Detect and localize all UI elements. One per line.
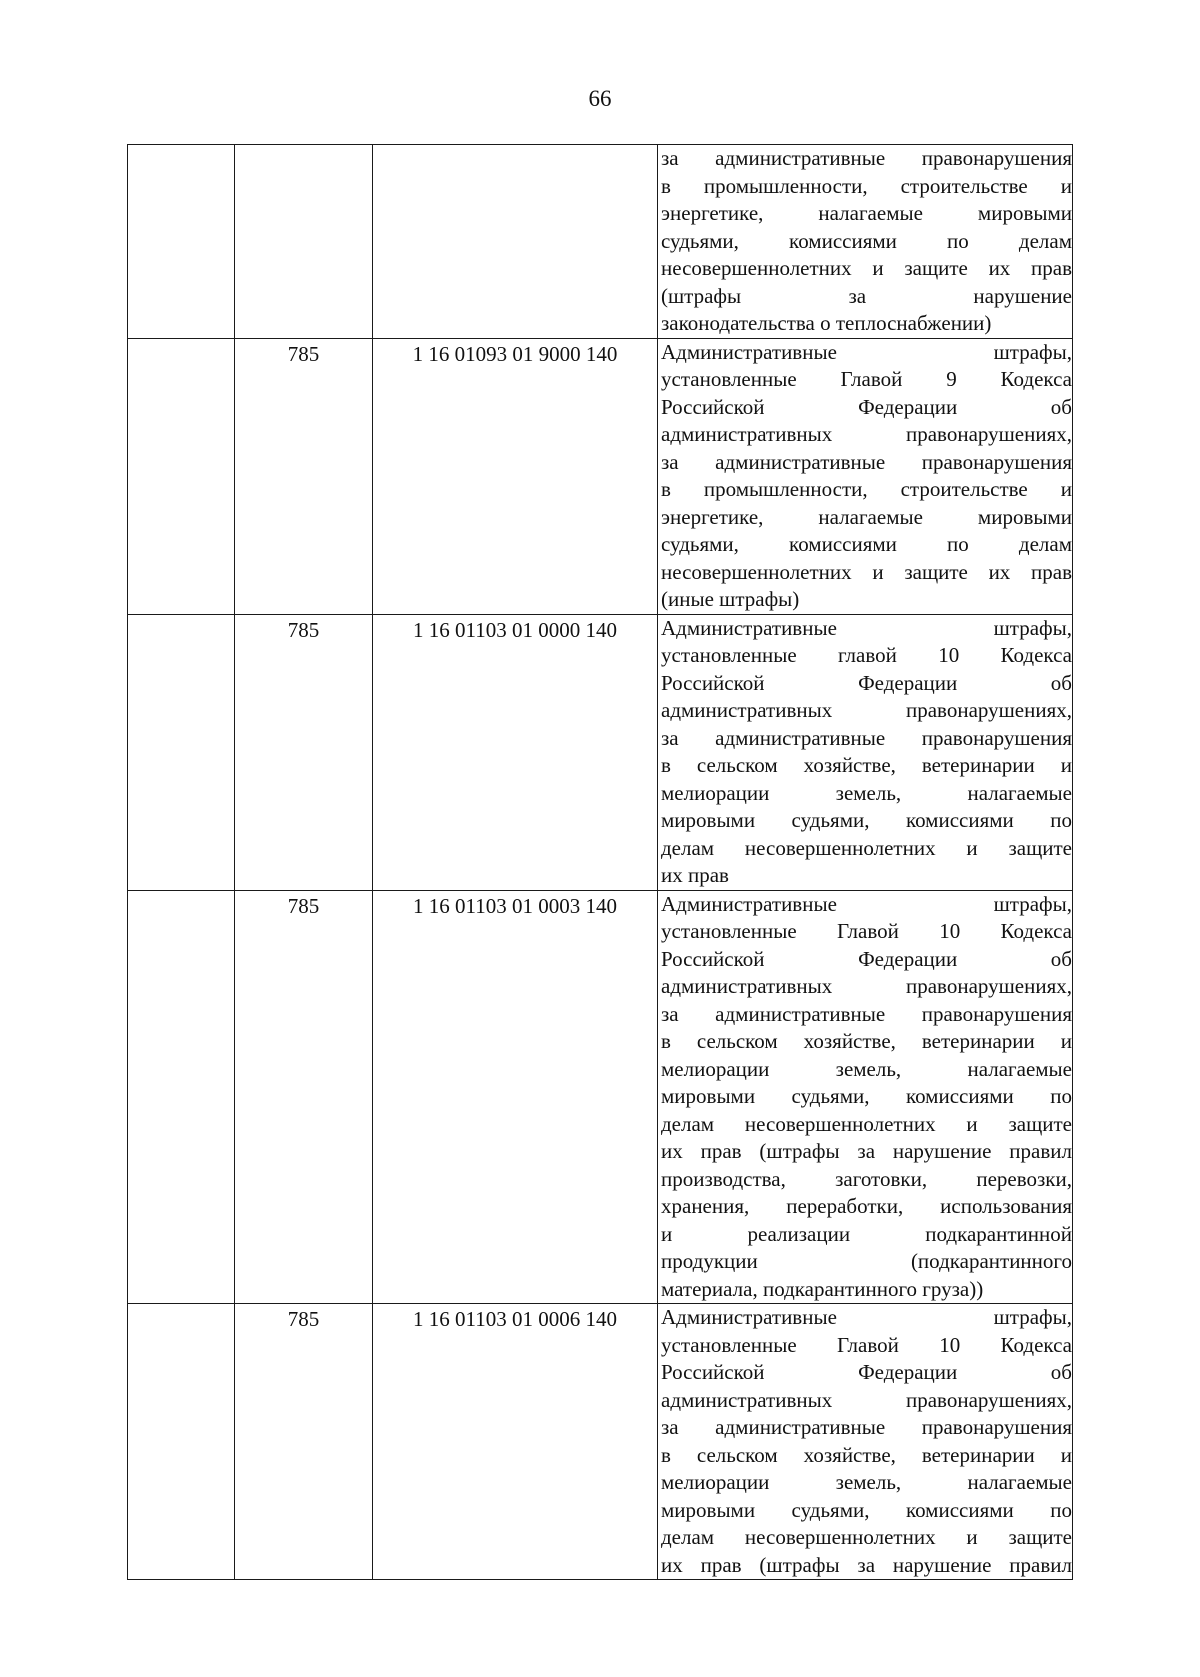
description-line: мировыми судьями, комиссиями по (661, 808, 1072, 832)
description-line: в сельском хозяйстве, ветеринарии и (661, 1029, 1072, 1053)
description-cell (658, 614, 1073, 890)
row-number-cell (128, 1304, 235, 1580)
description-line: Российской Федерации об (661, 394, 1072, 419)
description-line: делам несовершеннолетних и защите (661, 1111, 1072, 1136)
description-line: установленные главой 10 Кодекса (661, 643, 1072, 667)
description-line: (иные штрафы) (661, 587, 800, 611)
description-line: за административные правонарушения (661, 1415, 1072, 1439)
budget-code-cell (373, 145, 658, 339)
description-line: мировыми судьями, комиссиями по (661, 1497, 1072, 1522)
description-line: судьями, комиссиями по делам (661, 228, 1072, 253)
description-line: в сельском хозяйстве, ветеринарии и (661, 753, 1072, 777)
table-row (128, 890, 1073, 1304)
budget-code-cell: 1 16 01103 01 0006 140 (373, 1304, 658, 1580)
description-line: законодательства о теплоснабжении) (661, 311, 992, 335)
description-line: материала, подкарантинного груза)) (661, 1276, 984, 1301)
admin-code-cell (235, 145, 373, 339)
description-line: мелиорации земель, налагаемые (661, 780, 1072, 805)
description-line: Российской Федерации об (661, 1360, 1072, 1384)
budget-code-cell: 1 16 01093 01 9000 140 (373, 338, 658, 614)
description-line: и реализации подкарантинной (661, 1221, 1072, 1246)
description-line: административных правонарушениях, (661, 974, 1072, 998)
description-line: несовершеннолетних и защите их прав (661, 559, 1072, 584)
description-line: делам несовершеннолетних и защите (661, 1525, 1072, 1549)
row-number-cell (128, 338, 235, 614)
description-line: Административные штрафы, (661, 891, 1072, 916)
description-line: энергетике, налагаемые мировыми (661, 201, 1072, 225)
description-line: мелиорации земель, налагаемые (661, 1470, 1072, 1494)
description-line: административных правонарушениях, (661, 1387, 1072, 1412)
description-line: установленные Главой 10 Кодекса (661, 1332, 1072, 1357)
description-line: в сельском хозяйстве, ветеринарии и (661, 1442, 1072, 1467)
description-line: мелиорации земель, налагаемые (661, 1056, 1072, 1081)
description-line: установленные Главой 9 Кодекса (661, 367, 1072, 391)
description-line: (штрафы за нарушение (661, 283, 1072, 308)
description-line: Административные штрафы, (661, 339, 1072, 364)
admin-code-cell: 785 (235, 338, 373, 614)
description-line: установленные Главой 10 Кодекса (661, 919, 1072, 943)
description-line: за административные правонарушения (661, 1001, 1072, 1026)
description-line: их прав (штрафы за нарушение правил (661, 1139, 1072, 1163)
description-line: за административные правонарушения (661, 449, 1072, 474)
budget-code-cell: 1 16 01103 01 0000 140 (373, 614, 658, 890)
description-line: делам несовершеннолетних и защите (661, 835, 1072, 860)
description-line: за административные правонарушения (661, 725, 1072, 750)
budget-code-cell: 1 16 01103 01 0003 140 (373, 890, 658, 1304)
admin-code-cell: 785 (235, 1304, 373, 1580)
description-line: Российской Федерации об (661, 670, 1072, 695)
admin-code-cell: 785 (235, 614, 373, 890)
description-line: производства, заготовки, перевозки, (661, 1166, 1072, 1191)
description-line: в промышленности, строительстве и (661, 173, 1072, 198)
table-row (128, 145, 1073, 339)
page-number: 66 (588, 86, 612, 111)
description-line: несовершеннолетних и защите их прав (661, 256, 1072, 280)
description-line: энергетике, налагаемые мировыми (661, 504, 1072, 529)
description-cell (658, 1304, 1073, 1580)
table-row (128, 1304, 1073, 1580)
description-line: мировыми судьями, комиссиями по (661, 1084, 1072, 1108)
description-line: Административные штрафы, (661, 1305, 1072, 1329)
description-line: их прав (штрафы за нарушение правил (661, 1552, 1072, 1577)
description-line: продукции (подкарантинного (661, 1249, 1072, 1273)
table-row (128, 338, 1073, 614)
description-line: Административные штрафы, (661, 615, 1072, 640)
description-cell (658, 145, 1073, 339)
description-line: Российской Федерации об (661, 946, 1072, 971)
description-cell (658, 890, 1073, 1304)
row-number-cell (128, 890, 235, 1304)
description-cell (658, 338, 1073, 614)
description-line: их прав (661, 863, 729, 887)
row-number-cell (128, 145, 235, 339)
description-line: хранения, переработки, использования (661, 1194, 1072, 1218)
description-line: судьями, комиссиями по делам (661, 532, 1072, 556)
budget-code-table (127, 144, 1073, 1580)
admin-code-cell: 785 (235, 890, 373, 1304)
table-body (128, 145, 1073, 1580)
description-line: за административные правонарушения (661, 146, 1072, 170)
description-line: в промышленности, строительстве и (661, 477, 1072, 501)
row-number-cell (128, 614, 235, 890)
table-row (128, 614, 1073, 890)
description-line: административных правонарушениях, (661, 698, 1072, 722)
description-line: административных правонарушениях, (661, 422, 1072, 446)
